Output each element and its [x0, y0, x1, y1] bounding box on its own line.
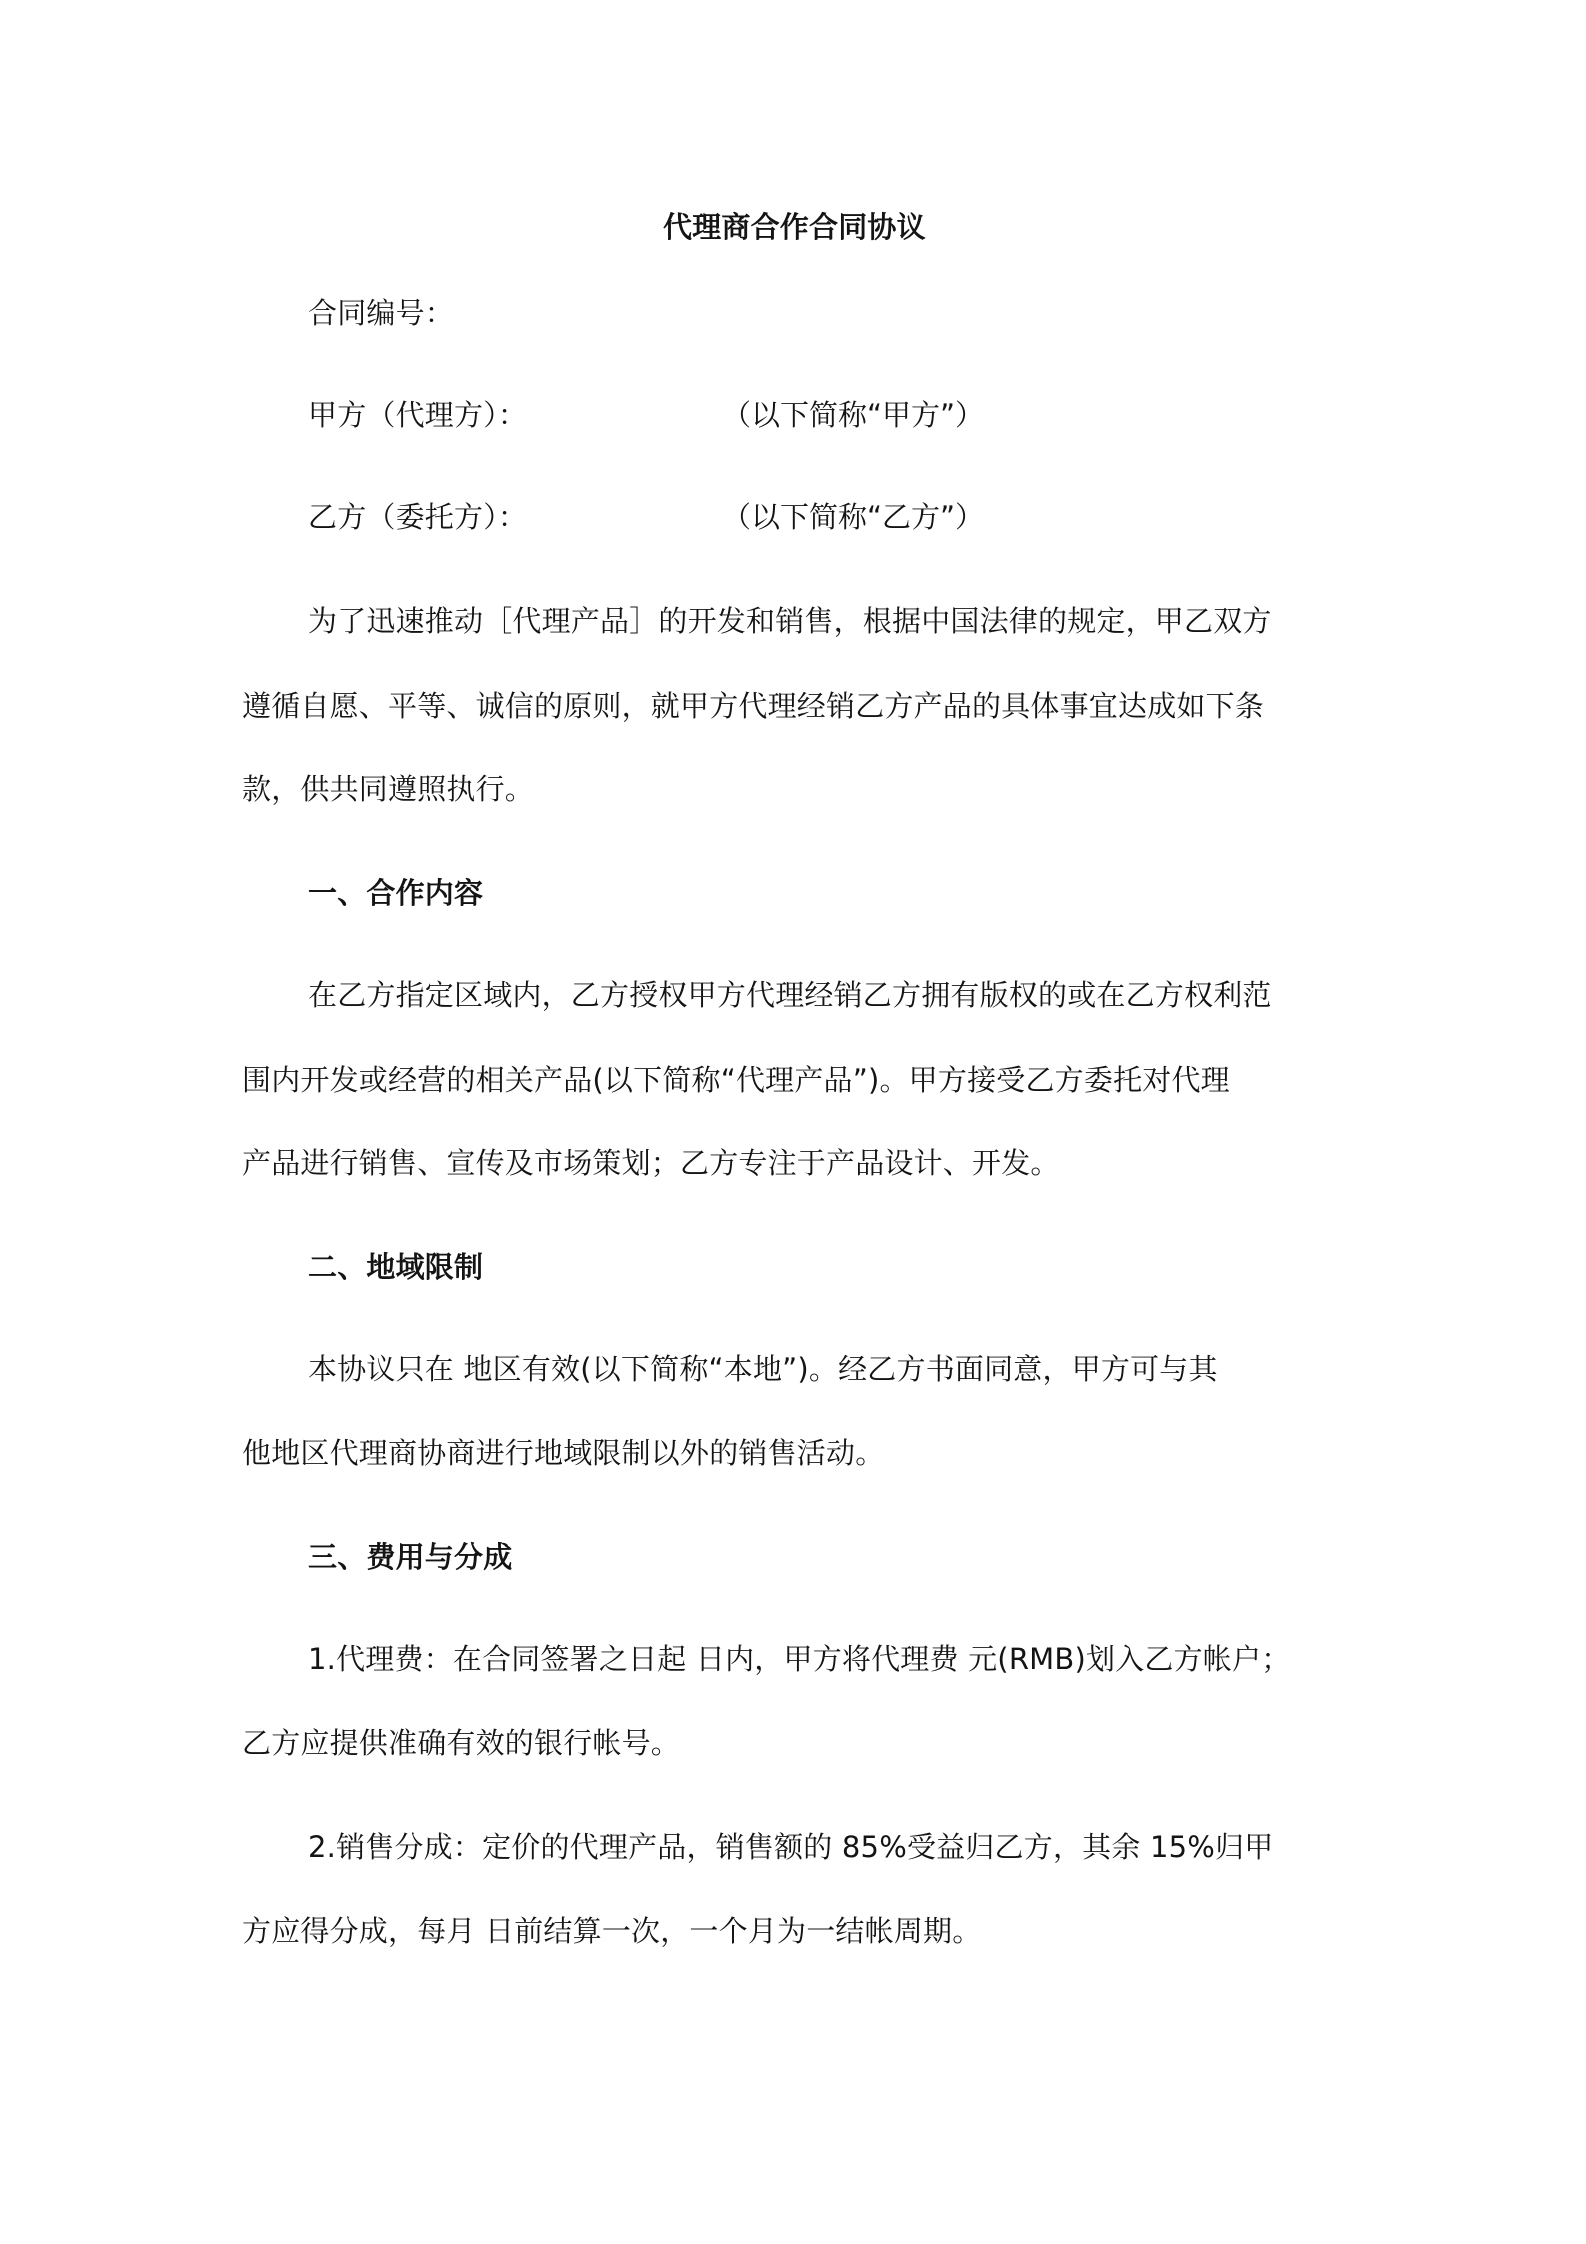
contract-number-label: 合同编号：	[308, 296, 455, 330]
section-3-item-2-line-1: 2.销售分成：定价的代理产品，销售额的 85%受益归乙方，其余 15%归甲	[308, 1830, 1274, 1864]
section-3-item-1-line-2: 乙方应提供准确有效的银行帐号。	[242, 1726, 681, 1760]
section-3-heading: 三、费用与分成	[308, 1540, 513, 1574]
section-1-line-3: 产品进行销售、宣传及市场策划；乙方专注于产品设计、开发。	[242, 1146, 1060, 1180]
section-1-line-2: 围内开发或经营的相关产品(以下简称“代理产品”)。甲方接受乙方委托对代理	[242, 1063, 1230, 1097]
section-2-line-2: 他地区代理商协商进行地域限制以外的销售活动。	[242, 1436, 885, 1470]
party-b-alias: （以下简称“乙方”）	[722, 500, 985, 534]
party-a-alias: （以下简称“甲方”）	[722, 398, 985, 432]
section-1-heading: 一、合作内容	[308, 876, 484, 910]
section-3-item-2-line-2: 方应得分成，每月 日前结算一次，一个月为一结帐周期。	[242, 1914, 982, 1948]
intro-line-1: 为了迅速推动［代理产品］的开发和销售，根据中国法律的规定，甲乙双方	[308, 604, 1272, 638]
intro-line-2: 遵循自愿、平等、诚信的原则，就甲方代理经销乙方产品的具体事宜达成如下条	[242, 689, 1265, 723]
section-3-item-1-line-1: 1.代理费：在合同签署之日起 日内，甲方将代理费 元(RMB)划入乙方帐户；	[308, 1642, 1291, 1676]
section-2-line-1: 本协议只在 地区有效(以下简称“本地”)。经乙方书面同意，甲方可与其	[308, 1352, 1218, 1386]
intro-line-3: 款，供共同遵照执行。	[242, 772, 535, 806]
section-2-heading: 二、地域限制	[308, 1250, 484, 1284]
document-title: 代理商合作合同协议	[663, 210, 926, 244]
party-a-label: 甲方（代理方）：	[308, 398, 528, 432]
party-b-label: 乙方（委托方）：	[308, 500, 528, 534]
section-1-line-1: 在乙方指定区域内，乙方授权甲方代理经销乙方拥有版权的或在乙方权利范	[308, 978, 1272, 1012]
